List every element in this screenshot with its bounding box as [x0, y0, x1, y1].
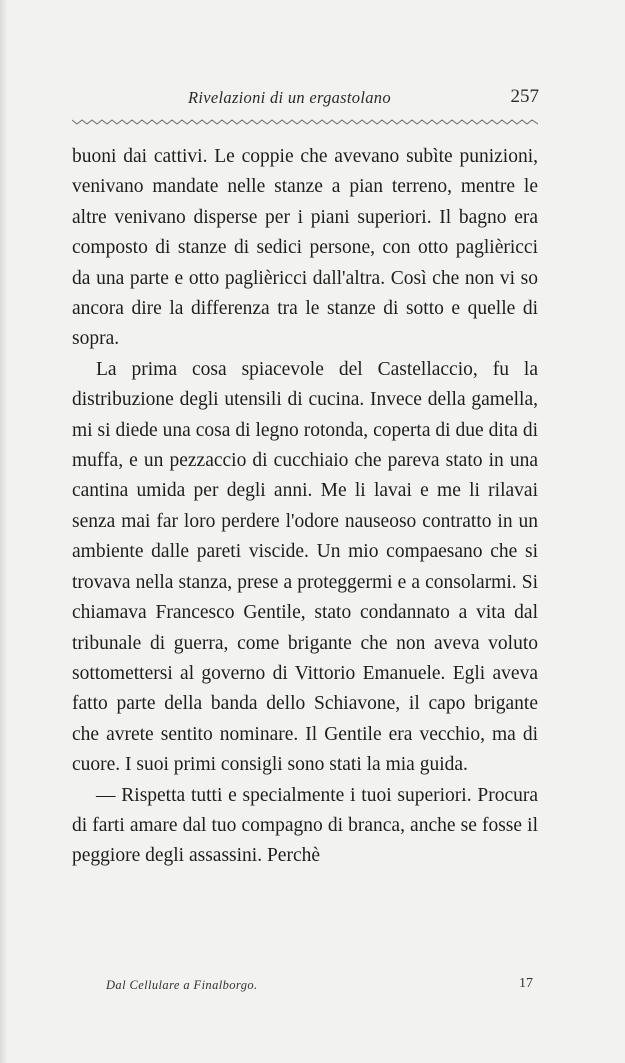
paragraph-1: buoni dai cattivi. Le coppie che avevano subìte punizioni, venivano mandate nelle stanze a pian terreno, mentre le altre venivano disperse per i piani superiori. Il bagno era composto di stanze di sedici persone, con otto paglièricci da una parte e otto paglièricci dall'altra. Così che non vi so ancora dire la differenza tra le stanze di sotto e quelle di sopra. — [72, 146, 538, 350]
signature-number: 17 — [519, 976, 533, 991]
ornamental-rule — [72, 114, 538, 130]
signature-line: Dal Cellulare a Finalborgo. — [106, 978, 258, 992]
page-number: 257 — [510, 86, 539, 107]
paragraph-3: — Rispetta tutti e specialmente i tuoi superiori. Procura di farti amare dal tuo compagno di branca, anche se fosse il peggiore degli assassini. Perchè — [72, 784, 538, 867]
body-text — [72, 142, 538, 872]
running-title: Rivelazioni di un ergastolano — [188, 88, 391, 107]
paragraph-2: La prima cosa spiacevole del Castellaccio, fu la distribuzione degli utensili di cucina. Invece della gamella, mi si diede una cosa di legno rotonda, coperta di due dita di muffa, e un pezzaccio di cucchiaio che pareva stato in una cantina umida per degli anni. Me li lavai e me li rilavai senza mai far loro perdere l'odore nauseoso contratto in un ambiente dalle pareti viscide. Un mio compaesano che si trovava nella stanza, prese a proteggermi e a consolarmi. Si chiamava Francesco Gentile, stato condannato a vita dal tribunale di guerra, come brigante che non aveva voluto sottomettersi al governo di Vittorio Emanuele. Egli aveva fatto parte della banda dello Schiavone, il capo brigante che avrete sentito nominare. Il Gentile era vecchio, ma di cuore. I suoi primi consigli sono stati la mia guida. — [72, 358, 538, 776]
page-footer — [0, 976, 625, 1000]
page-edge-shadow — [0, 0, 8, 1063]
running-head — [0, 86, 625, 116]
